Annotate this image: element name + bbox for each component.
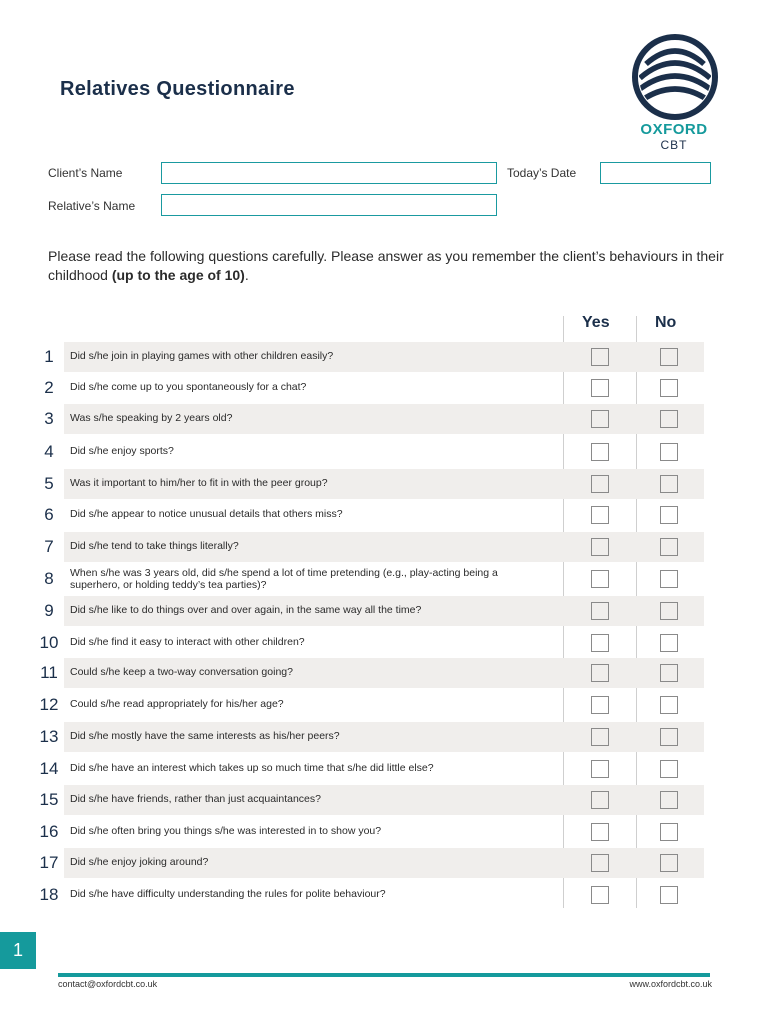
- question-text: Did s/he come up to you spontaneously for a chat?: [70, 381, 307, 393]
- question-number: 17: [39, 853, 59, 872]
- no-checkbox[interactable]: [660, 379, 678, 397]
- question-number: 5: [44, 474, 54, 493]
- instructions-text: Please read the following questions carefully. Please answer as you remember the client’s behaviours in their childhood: [48, 248, 724, 283]
- no-checkbox[interactable]: [660, 602, 678, 620]
- question-number: 4: [44, 442, 54, 461]
- yes-checkbox[interactable]: [591, 696, 609, 714]
- yes-checkbox[interactable]: [591, 823, 609, 841]
- question-text: Did s/he tend to take things literally?: [70, 540, 239, 552]
- relative-name-label: Relative’s Name: [48, 199, 136, 213]
- yes-checkbox[interactable]: [591, 570, 609, 588]
- no-checkbox[interactable]: [660, 348, 678, 366]
- yes-checkbox[interactable]: [591, 348, 609, 366]
- question-number: 13: [39, 727, 59, 746]
- no-checkbox[interactable]: [660, 443, 678, 461]
- no-checkbox[interactable]: [660, 728, 678, 746]
- todays-date-input[interactable]: [600, 162, 711, 184]
- question-text: When s/he was 3 years old, did s/he spend a lot of time pretending (e.g., play-acting being a superhero, or holding teddy’s tea parties)?: [70, 567, 498, 591]
- page-title: Relatives Questionnaire: [60, 78, 295, 100]
- question-text: Did s/he find it easy to interact with other children?: [70, 636, 305, 648]
- question-text: Did s/he enjoy joking around?: [70, 856, 209, 868]
- no-checkbox[interactable]: [660, 854, 678, 872]
- no-checkbox[interactable]: [660, 634, 678, 652]
- question-number: 18: [39, 885, 59, 904]
- question-text: Could s/he keep a two-way conversation going?: [70, 666, 293, 678]
- logo-subtitle: CBT: [660, 138, 688, 152]
- question-number: 7: [44, 537, 54, 556]
- instructions-emphasis: (up to the age of 10): [111, 267, 245, 283]
- question-text: Did s/he mostly have the same interests as his/her peers?: [70, 730, 340, 742]
- question-text: Was s/he speaking by 2 years old?: [70, 412, 233, 424]
- yes-checkbox[interactable]: [591, 410, 609, 428]
- question-number: 16: [39, 822, 59, 841]
- relative-name-input[interactable]: [161, 194, 497, 216]
- todays-date-label: Today’s Date: [507, 166, 577, 180]
- yes-checkbox[interactable]: [591, 602, 609, 620]
- question-number: 8: [44, 569, 54, 588]
- question-number: 14: [39, 759, 59, 778]
- no-checkbox[interactable]: [660, 410, 678, 428]
- question-number: 11: [40, 663, 58, 682]
- yes-checkbox[interactable]: [591, 728, 609, 746]
- footer-website: www.oxfordcbt.co.uk: [629, 979, 712, 989]
- yes-checkbox[interactable]: [591, 664, 609, 682]
- yes-checkbox[interactable]: [591, 854, 609, 872]
- question-text: Did s/he like to do things over and over again, in the same way all the time?: [70, 604, 422, 616]
- no-checkbox[interactable]: [660, 791, 678, 809]
- page-number: 1: [0, 932, 36, 969]
- no-checkbox[interactable]: [660, 538, 678, 556]
- logo: [632, 34, 718, 154]
- instructions: [48, 247, 728, 285]
- client-name-input[interactable]: [161, 162, 497, 184]
- question-number: 9: [44, 601, 54, 620]
- logo-wordmark: OXFORD: [640, 121, 708, 138]
- no-checkbox[interactable]: [660, 506, 678, 524]
- question-number: 2: [44, 378, 54, 397]
- yes-checkbox[interactable]: [591, 886, 609, 904]
- no-checkbox[interactable]: [660, 475, 678, 493]
- question-text: Was it important to him/her to fit in with the peer group?: [70, 477, 328, 489]
- question-text: Did s/he appear to notice unusual details that others miss?: [70, 508, 343, 520]
- yes-checkbox[interactable]: [591, 443, 609, 461]
- no-checkbox[interactable]: [660, 886, 678, 904]
- no-checkbox[interactable]: [660, 760, 678, 778]
- question-text: Did s/he have friends, rather than just acquaintances?: [70, 793, 321, 805]
- oxford-cbt-logo-icon: [632, 34, 718, 120]
- question-number: 15: [39, 790, 59, 809]
- question-text: Did s/he have difficulty understanding the rules for polite behaviour?: [70, 888, 386, 900]
- yes-checkbox[interactable]: [591, 634, 609, 652]
- question-text: Did s/he often bring you things s/he was interested in to show you?: [70, 825, 382, 837]
- no-checkbox[interactable]: [660, 696, 678, 714]
- question-text: Did s/he enjoy sports?: [70, 445, 174, 457]
- yes-checkbox[interactable]: [591, 475, 609, 493]
- instructions-end: .: [244, 267, 249, 283]
- yes-checkbox[interactable]: [591, 506, 609, 524]
- question-text: Could s/he read appropriately for his/her age?: [70, 698, 284, 710]
- question-text: Did s/he join in playing games with other children easily?: [70, 350, 334, 362]
- no-checkbox[interactable]: [660, 570, 678, 588]
- no-column-header: No: [655, 314, 677, 331]
- question-number: 12: [39, 695, 59, 714]
- footer-divider: [58, 973, 710, 977]
- client-name-label: Client’s Name: [48, 166, 123, 180]
- question-number: 1: [44, 347, 54, 366]
- no-checkbox[interactable]: [660, 664, 678, 682]
- footer-email: contact@oxfordcbt.co.uk: [58, 979, 158, 989]
- question-number: 10: [39, 633, 59, 652]
- yes-checkbox[interactable]: [591, 791, 609, 809]
- yes-checkbox[interactable]: [591, 760, 609, 778]
- no-checkbox[interactable]: [660, 823, 678, 841]
- question-text: Did s/he have an interest which takes up so much time that s/he did little else?: [70, 762, 434, 774]
- question-number: 3: [44, 409, 54, 428]
- yes-column-header: Yes: [582, 314, 610, 331]
- yes-checkbox[interactable]: [591, 379, 609, 397]
- question-number: 6: [44, 505, 54, 524]
- yes-checkbox[interactable]: [591, 538, 609, 556]
